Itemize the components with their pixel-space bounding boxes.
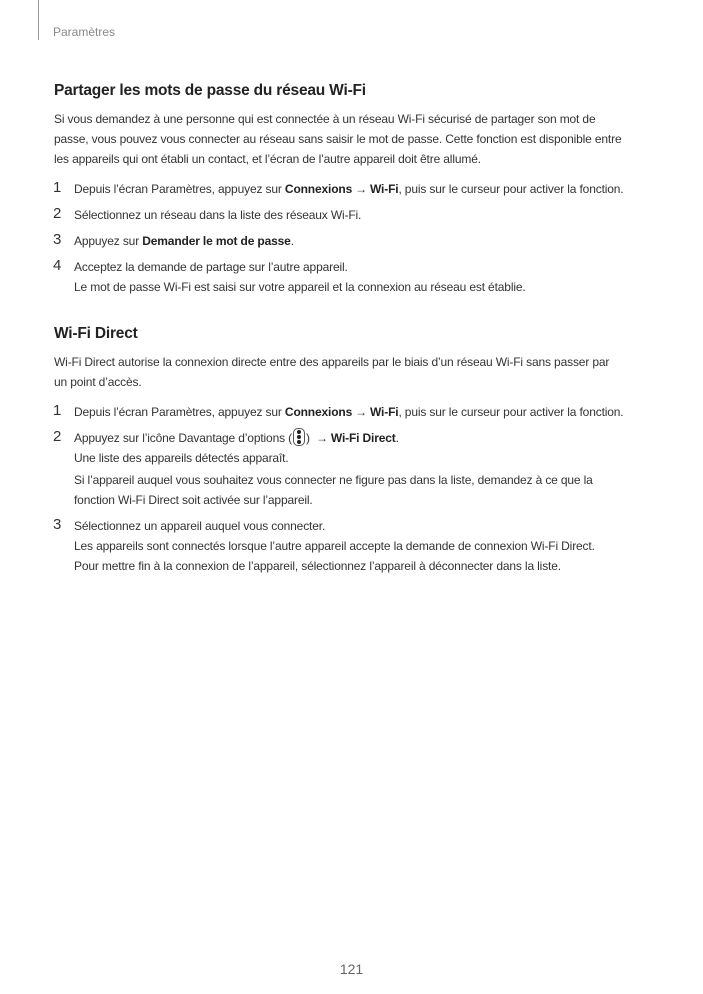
step-detail: Pour mettre fin à la connexion de l’appareil, sélectionnez l’appareil à déconnecter dans la liste. bbox=[74, 559, 561, 573]
section-wifi-direct bbox=[54, 325, 650, 576]
intro-line: les appareils qui ont établi un contact, et l’écran de l’autre appareil doit être allumé. bbox=[54, 152, 481, 166]
section-intro bbox=[54, 109, 650, 169]
step-number: 2 bbox=[53, 205, 62, 222]
step-text: Sélectionnez un réseau dans la liste des réseaux Wi-Fi. bbox=[74, 208, 362, 222]
intro-line: passe, vous pouvez vous connecter au réseau sans saisir le mot de passe. Cette fonction est disponible entre bbox=[54, 132, 622, 146]
step-text: Appuyez sur Demander le mot de passe. bbox=[74, 234, 294, 248]
header-divider bbox=[38, 0, 39, 40]
step-3 bbox=[54, 231, 650, 251]
intro-line: un point d’accès. bbox=[54, 375, 142, 389]
step-number: 1 bbox=[53, 402, 62, 419]
arrow-icon: → bbox=[355, 405, 367, 419]
section-title: Wi-Fi Direct bbox=[54, 325, 138, 342]
step-detail: Le mot de passe Wi-Fi est saisi sur votre appareil et la connexion au réseau est établie. bbox=[74, 280, 526, 294]
step-2 bbox=[54, 205, 650, 225]
running-header: Paramètres bbox=[53, 25, 116, 39]
step-detail: Les appareils sont connectés lorsque l’autre appareil accepte la demande de connexion Wi-Fi Direct. bbox=[74, 539, 595, 553]
step-1 bbox=[54, 179, 650, 199]
menu-connexions: Connexions bbox=[284, 182, 353, 196]
page-number: 121 bbox=[339, 961, 364, 977]
step-text: Depuis l’écran Paramètres, appuyez sur Connexions → Wi-Fi, puis sur le curseur pour activer la fonction. bbox=[74, 182, 624, 196]
step-number: 2 bbox=[53, 428, 62, 445]
step-3 bbox=[54, 516, 650, 576]
step-text: Acceptez la demande de partage sur l’autre appareil. bbox=[74, 260, 348, 274]
menu-wifi: Wi-Fi bbox=[369, 405, 399, 419]
intro-line: Wi-Fi Direct autorise la connexion directe entre des appareils par le biais d’un réseau Wi-Fi sans passer par bbox=[54, 355, 610, 369]
option-request-password: Demander le mot de passe bbox=[142, 234, 291, 248]
page-content bbox=[54, 82, 650, 582]
step-text: Appuyez sur l’icône Davantage d’options ( ) → Wi-Fi Direct. bbox=[74, 428, 650, 448]
step-text: Sélectionnez un appareil auquel vous connecter. bbox=[74, 519, 326, 533]
section-title: Partager les mots de passe du réseau Wi-Fi bbox=[54, 82, 366, 99]
step-number: 3 bbox=[53, 231, 62, 248]
intro-line: Si vous demandez à une personne qui est connectée à un réseau Wi-Fi sécurisé de partager son mot de bbox=[54, 112, 596, 126]
menu-wifi: Wi-Fi bbox=[369, 182, 399, 196]
menu-connexions: Connexions bbox=[284, 405, 353, 419]
menu-wifi-direct: Wi-Fi Direct bbox=[330, 431, 396, 445]
section-share-wifi-passwords bbox=[54, 82, 650, 297]
arrow-icon: → bbox=[355, 182, 367, 196]
step-number: 3 bbox=[53, 516, 62, 533]
arrow-icon: → bbox=[316, 431, 328, 445]
step-number: 1 bbox=[53, 179, 62, 196]
step-detail: Si l’appareil auquel vous souhaitez vous connecter ne figure pas dans la liste, demandez à ce que la bbox=[74, 473, 593, 487]
step-4 bbox=[54, 257, 650, 297]
step-text: Depuis l’écran Paramètres, appuyez sur Connexions → Wi-Fi, puis sur le curseur pour activer la fonction. bbox=[74, 405, 624, 419]
step-detail: fonction Wi-Fi Direct soit activée sur l’appareil. bbox=[74, 493, 313, 507]
step-number: 4 bbox=[53, 257, 62, 274]
step-detail: Une liste des appareils détectés apparaît. bbox=[74, 451, 289, 465]
step-2 bbox=[54, 428, 650, 510]
section-intro bbox=[54, 352, 650, 392]
more-options-icon bbox=[293, 428, 305, 446]
step-1 bbox=[54, 402, 650, 422]
